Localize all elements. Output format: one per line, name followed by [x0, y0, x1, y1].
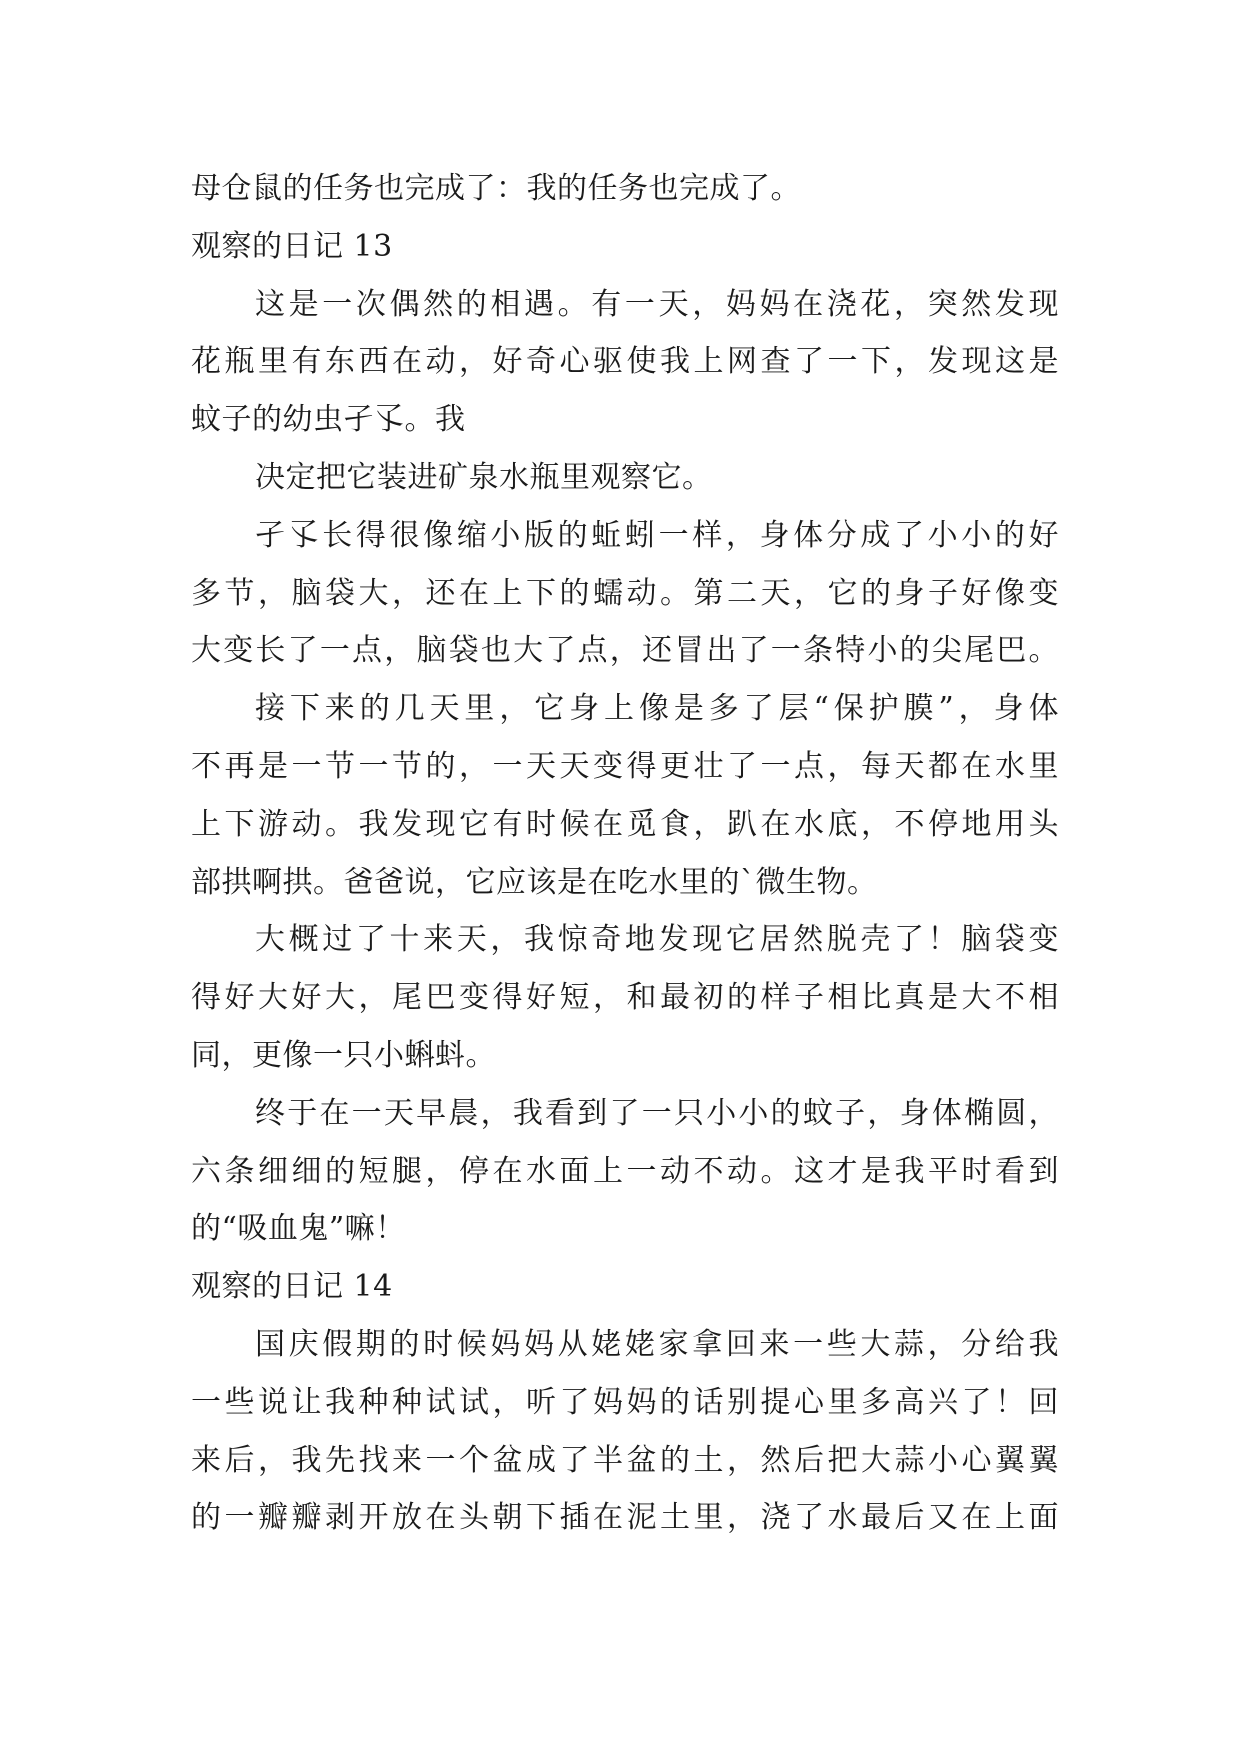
text-line: 部拱啊拱。爸爸说，它应该是在吃水里的`微生物。 — [191, 864, 878, 900]
text-line: 花瓶里有东西在动，好奇心驱使我上网查了一下，发现这是 — [191, 344, 1059, 380]
text-line: 决定把它装进矿泉水瓶里观察它。 — [255, 459, 713, 495]
text-line: 大概过了十来天，我惊奇地发现它居然脱壳了！脑袋变 — [255, 922, 1059, 958]
diary-heading: 观察的日记 14 — [191, 1269, 393, 1305]
text-line: 孑孓长得很像缩小版的蚯蚓一样，身体分成了小小的好 — [255, 517, 1059, 553]
text-line: 这是一次偶然的相遇。有一天，妈妈在浇花，突然发现 — [255, 286, 1059, 322]
text-line: 来后，我先找来一个盆成了半盆的土，然后把大蒜小心翼翼 — [191, 1442, 1059, 1478]
text-line: 接下来的几天里，它身上像是多了层“保护膜”，身体 — [255, 691, 1059, 727]
text-line: 母仓鼠的任务也完成了：我的任务也完成了。 — [191, 171, 801, 206]
text-line: 六条细细的短腿，停在水面上一动不动。这才是我平时看到 — [191, 1153, 1059, 1189]
diary-heading: 观察的日记 13 — [191, 228, 393, 264]
text-line: 多节，脑袋大，还在上下的蠕动。第二天，它的身子好像变 — [191, 575, 1059, 611]
text-line: 大变长了一点，脑袋也大了点，还冒出了一条特小的尖尾巴。 — [191, 633, 1059, 669]
text-line: 终于在一天早晨，我看到了一只小小的蚊子，身体椭圆， — [255, 1095, 1059, 1131]
text-line: 一些说让我种种试试，听了妈妈的话别提心里多高兴了！回 — [191, 1384, 1059, 1420]
document-body — [191, 160, 1059, 1547]
text-line: 上下游动。我发现它有时候在觅食，趴在水底，不停地用头 — [191, 806, 1059, 842]
text-line: 同，更像一只小蝌蚪。 — [191, 1037, 496, 1073]
text-line: 国庆假期的时候妈妈从姥姥家拿回来一些大蒜，分给我 — [255, 1326, 1059, 1362]
text-line: 蚊子的幼虫孑孓。我 — [191, 402, 466, 438]
text-line: 不再是一节一节的，一天天变得更壮了一点，每天都在水里 — [191, 748, 1059, 784]
text-line: 得好大好大，尾巴变得好短，和最初的样子相比真是大不相 — [191, 980, 1059, 1016]
text-line: 的“吸血鬼”嘛！ — [191, 1211, 406, 1247]
text-line: 的一瓣瓣剥开放在头朝下插在泥土里，浇了水最后又在上面 — [191, 1500, 1059, 1536]
